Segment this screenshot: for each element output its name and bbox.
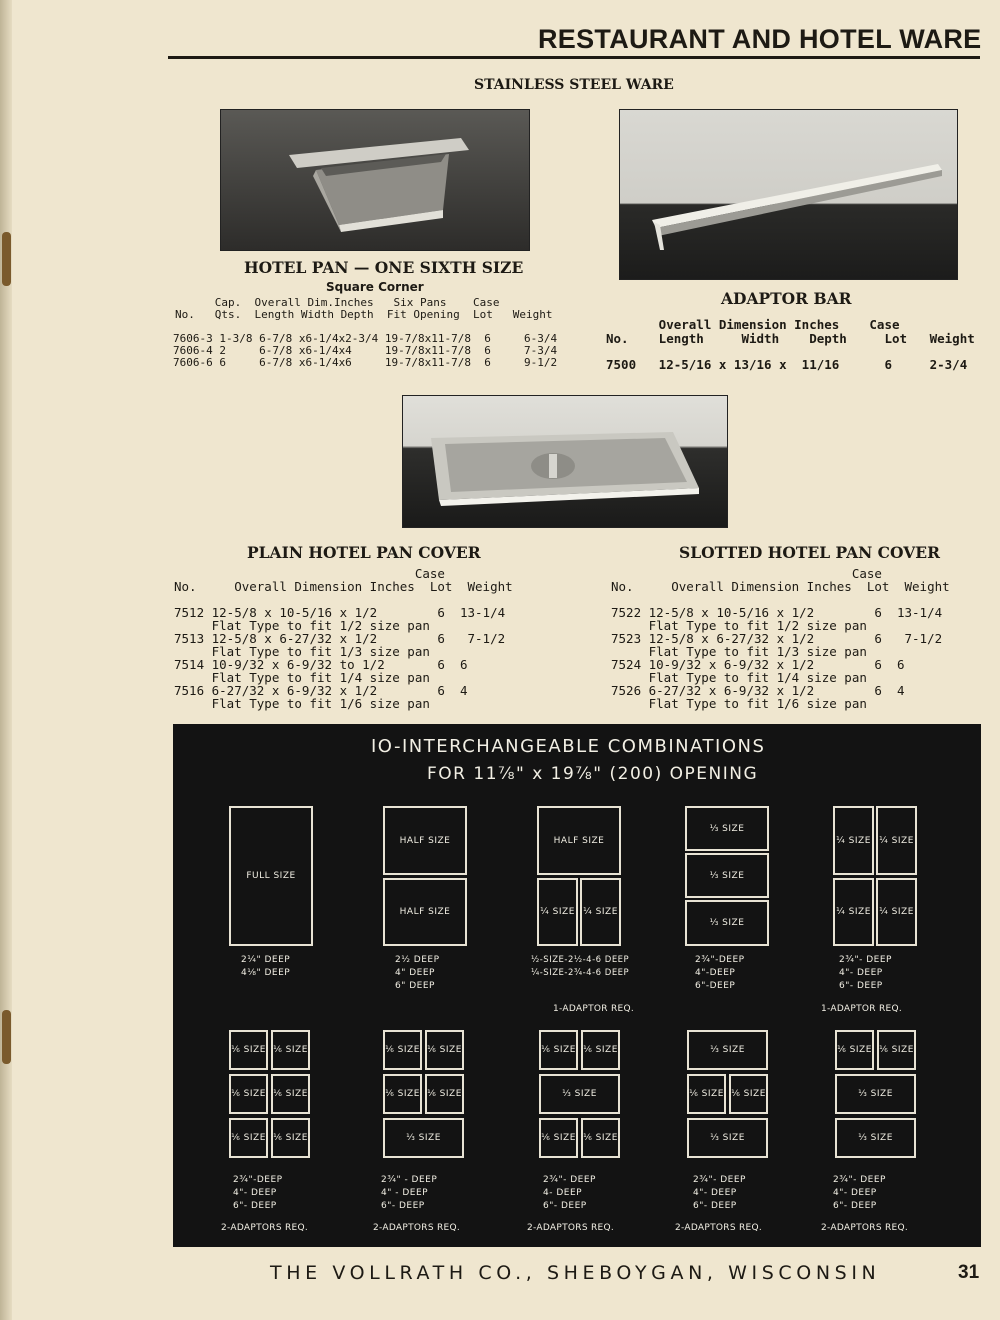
- pan-cell: ⅙ SIZE: [229, 1074, 268, 1114]
- slotted-cover-head-1: Case: [611, 566, 882, 581]
- pan-cell: ⅓ SIZE: [687, 1030, 768, 1070]
- list-item: 7526 6-27/32 x 6-9/32 x 1/2 6 4: [611, 683, 905, 698]
- list-item: 7524 10-9/32 x 6-9/32 x 1/2 6 6: [611, 657, 905, 672]
- pan-cell: ⅓ SIZE: [835, 1118, 916, 1158]
- list-item: Flat Type to fit 1/3 size pan: [174, 644, 430, 659]
- table-row: 7606-4 2 6-7/8 x6-1/4x4 19-7/8x11-7/8 6 7-3/4: [173, 344, 558, 357]
- plain-cover-head-1: Case: [174, 566, 445, 581]
- list-item: Flat Type to fit 1/4 size pan: [611, 670, 867, 685]
- pan-cell: ⅓ SIZE: [685, 900, 769, 946]
- combinations-board: [173, 724, 981, 1247]
- board-title: IO-INTERCHANGEABLE COMBINATIONS: [371, 736, 766, 757]
- adaptor-note: 2-ADAPTORS REQ.: [675, 1223, 763, 1233]
- combination: [537, 806, 627, 951]
- pan-cell: ¼ SIZE: [833, 878, 874, 946]
- list-item: Flat Type to fit 1/6 size pan: [611, 696, 867, 711]
- list-item: Flat Type to fit 1/4 size pan: [174, 670, 430, 685]
- pan-cell: ⅙ SIZE: [425, 1074, 464, 1114]
- list-item: Flat Type to fit 1/2 size pan: [174, 618, 430, 633]
- table-row: 7606-6 6 6-7/8 x6-1/4x6 19-7/8x11-7/8 6 9-1/2: [173, 356, 558, 369]
- pan-cell: HALF SIZE: [383, 806, 467, 875]
- combination: [687, 1030, 777, 1175]
- depth-label: 2¾"- DEEP 4"- DEEP 6"- DEEP: [839, 955, 892, 991]
- pan-cell: ⅙ SIZE: [539, 1118, 578, 1158]
- depth-label: 2¾" - DEEP 4" - DEEP 6"- DEEP: [381, 1175, 438, 1211]
- pan-cell: ⅙ SIZE: [383, 1030, 422, 1070]
- depth-label: 2¾"- DEEP 4- DEEP 6"- DEEP: [543, 1175, 596, 1211]
- depth-label: 2¼" DEEP 4⅛" DEEP: [241, 955, 291, 978]
- combination: [685, 806, 775, 951]
- slotted-cover-title: SLOTTED HOTEL PAN COVER: [679, 543, 940, 562]
- cover-photo: [402, 395, 728, 528]
- pan-cell: ⅓ SIZE: [685, 853, 769, 898]
- pan-cell: ¼ SIZE: [876, 878, 917, 946]
- hotel-pan-table-head-1: Cap. Overall Dim.Inches Six Pans Case: [175, 296, 500, 309]
- adaptor-bar-photo: [619, 109, 958, 280]
- binding-hole: [2, 232, 11, 286]
- depth-label: 2¾"-DEEP 4"-DEEP 6"-DEEP: [695, 955, 745, 991]
- pan-cell: ⅙ SIZE: [581, 1030, 620, 1070]
- list-item: Flat Type to fit 1/3 size pan: [611, 644, 867, 659]
- list-item: 7523 12-5/8 x 6-27/32 x 1/2 6 7-1/2: [611, 631, 943, 646]
- pan-cell: ⅙ SIZE: [425, 1030, 464, 1070]
- combination: [539, 1030, 629, 1175]
- adaptor-bar-head-2: No. Length Width Depth Lot Weight: [606, 331, 975, 346]
- hotel-pan-title: HOTEL PAN — ONE SIXTH SIZE: [244, 258, 524, 277]
- combination: [835, 1030, 925, 1175]
- pan-cell: HALF SIZE: [383, 878, 467, 946]
- table-row: 7606-3 1-3/8 6-7/8 x6-1/4x2-3/4 19-7/8x11-7/8 6 6-3/4: [173, 332, 558, 345]
- page-header: RESTAURANT AND HOTEL WARE: [538, 24, 982, 54]
- pan-cell: ⅙ SIZE: [539, 1030, 578, 1070]
- pan-cell: ⅓ SIZE: [383, 1118, 464, 1158]
- adaptor-note: 1-ADAPTOR REQ.: [821, 1004, 903, 1014]
- pan-cell: ⅙ SIZE: [271, 1074, 310, 1114]
- depth-label: 2¾"- DEEP 4"- DEEP 6"- DEEP: [833, 1175, 886, 1211]
- pan-cell: ⅙ SIZE: [877, 1030, 916, 1070]
- pan-cell: ⅓ SIZE: [539, 1074, 620, 1114]
- list-item: Flat Type to fit 1/6 size pan: [174, 696, 430, 711]
- combination: [383, 1030, 473, 1175]
- header-rule: [168, 56, 980, 59]
- list-item: 7512 12-5/8 x 10-5/16 x 1/2 6 13-1/4: [174, 605, 506, 620]
- binder-edge: [0, 0, 12, 1320]
- pan-cell: FULL SIZE: [229, 806, 313, 946]
- page-number: 31: [958, 1262, 980, 1283]
- pan-cell: ¼ SIZE: [537, 878, 578, 946]
- plain-cover-head-2: No. Overall Dimension Inches Lot Weight: [174, 579, 513, 594]
- pan-cell: ¼ SIZE: [580, 878, 621, 946]
- pan-cell: ⅙ SIZE: [271, 1118, 310, 1158]
- pan-cell: ⅙ SIZE: [729, 1074, 768, 1114]
- pan-cell: ⅓ SIZE: [835, 1074, 916, 1114]
- binding-hole: [2, 1010, 11, 1064]
- section-title: STAINLESS STEEL WARE: [474, 77, 674, 93]
- pan-cell: ¼ SIZE: [876, 806, 917, 875]
- plain-cover-title: PLAIN HOTEL PAN COVER: [247, 543, 481, 562]
- list-item: 7513 12-5/8 x 6-27/32 x 1/2 6 7-1/2: [174, 631, 506, 646]
- depth-label: 2½ DEEP 4" DEEP 6" DEEP: [395, 955, 440, 991]
- pan-cell: ⅙ SIZE: [687, 1074, 726, 1114]
- pan-cell: ⅙ SIZE: [271, 1030, 310, 1070]
- hotel-pan-image: [221, 110, 530, 251]
- depth-label: ½-SIZE-2½-4-6 DEEP ¼-SIZE-2¾-4-6 DEEP: [531, 955, 630, 978]
- adaptor-note: 2-ADAPTORS REQ.: [821, 1223, 909, 1233]
- pan-cover-image: [403, 396, 728, 528]
- list-item: 7516 6-27/32 x 6-9/32 x 1/2 6 4: [174, 683, 468, 698]
- footer-company: THE VOLLRATH CO., SHEBOYGAN, WISCONSIN: [270, 1262, 881, 1284]
- adaptor-note: 2-ADAPTORS REQ.: [527, 1223, 615, 1233]
- depth-label: 2¾"-DEEP 4"- DEEP 6"- DEEP: [233, 1175, 283, 1211]
- pan-cell: ¼ SIZE: [833, 806, 874, 875]
- adaptor-note: 1-ADAPTOR REQ.: [553, 1004, 635, 1014]
- adaptor-bar-image: [620, 110, 958, 280]
- combination: [383, 806, 473, 951]
- pan-cell: ⅓ SIZE: [687, 1118, 768, 1158]
- list-item: 7514 10-9/32 x 6-9/32 to 1/2 6 6: [174, 657, 468, 672]
- adaptor-bar-title: ADAPTOR BAR: [721, 289, 852, 308]
- board-subtitle: FOR 11⅞" x 19⅞" (200) OPENING: [427, 764, 759, 784]
- pan-cell: ⅙ SIZE: [229, 1118, 268, 1158]
- combination: [833, 806, 923, 951]
- combination: [229, 806, 319, 951]
- pan-cell: HALF SIZE: [537, 806, 621, 875]
- list-item: 7522 12-5/8 x 10-5/16 x 1/2 6 13-1/4: [611, 605, 943, 620]
- pan-cell: ⅙ SIZE: [383, 1074, 422, 1114]
- adaptor-note: 2-ADAPTORS REQ.: [373, 1223, 461, 1233]
- hotel-pan-table-head-2: No. Qts. Length Width Depth Fit Opening Lot Weight: [175, 308, 553, 321]
- pan-cell: ⅙ SIZE: [581, 1118, 620, 1158]
- hotel-pan-photo: [220, 109, 530, 251]
- pan-cell: ⅓ SIZE: [685, 806, 769, 851]
- slotted-cover-head-2: No. Overall Dimension Inches Lot Weight: [611, 579, 950, 594]
- adaptor-bar-head-1: Overall Dimension Inches Case: [606, 317, 900, 332]
- pan-cell: ⅙ SIZE: [835, 1030, 874, 1070]
- table-row: 7500 12-5/16 x 13/16 x 11/16 6 2-3/4: [606, 357, 968, 372]
- pan-cell: ⅙ SIZE: [229, 1030, 268, 1070]
- combination: [229, 1030, 319, 1175]
- adaptor-note: 2-ADAPTORS REQ.: [221, 1223, 309, 1233]
- hotel-pan-subtitle: Square Corner: [326, 280, 424, 294]
- list-item: Flat Type to fit 1/2 size pan: [611, 618, 867, 633]
- depth-label: 2¾"- DEEP 4"- DEEP 6"- DEEP: [693, 1175, 746, 1211]
